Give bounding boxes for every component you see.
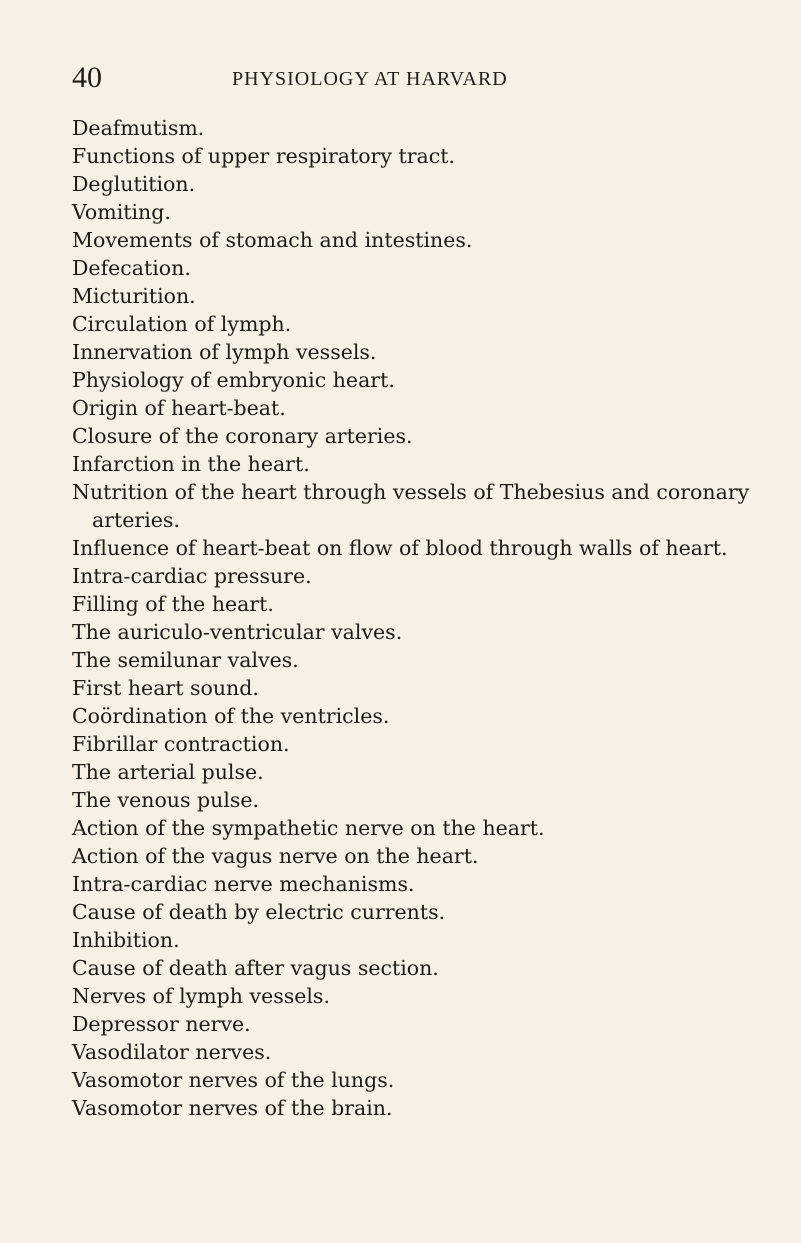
list-item: Origin of heart-beat.	[72, 396, 286, 420]
list-item: Deglutition.	[72, 172, 196, 196]
list-item: Cause of death by electric currents.	[72, 900, 446, 924]
list-item: Intra-cardiac pressure.	[72, 564, 312, 588]
list-item: Depressor nerve.	[72, 1012, 251, 1036]
list-item: Defecation.	[72, 256, 191, 280]
list-item: Nerves of lymph vessels.	[72, 984, 330, 1008]
list-item: Infarction in the heart.	[72, 452, 310, 476]
list-item: Vomiting.	[72, 200, 171, 224]
list-item: Functions of upper respiratory tract.	[72, 144, 455, 168]
list-item: The venous pulse.	[72, 788, 260, 812]
list-item: Vasodilator nerves.	[72, 1040, 272, 1064]
list-item: Action of the vagus nerve on the heart.	[72, 844, 479, 868]
list-item: Filling of the heart.	[72, 592, 274, 616]
topic-list	[72, 114, 752, 1122]
list-item: Circulation of lymph.	[72, 312, 292, 336]
list-item: The arterial pulse.	[72, 760, 264, 784]
list-item: Action of the sympathetic nerve on the heart.	[72, 816, 545, 840]
list-item: Nutrition of the heart through vessels of Thebesius and coronary arteries.	[72, 480, 750, 532]
list-item: Innervation of lymph vessels.	[72, 340, 377, 364]
page-header	[72, 58, 632, 98]
list-item: Closure of the coronary arteries.	[72, 424, 413, 448]
list-item: First heart sound.	[72, 676, 259, 700]
list-item: Cause of death after vagus section.	[72, 956, 439, 980]
list-item: Vasomotor nerves of the brain.	[72, 1096, 393, 1120]
list-item: Vasomotor nerves of the lungs.	[72, 1068, 395, 1092]
list-item: Intra-cardiac nerve mechanisms.	[72, 872, 415, 896]
list-item: Movements of stomach and intestines.	[72, 228, 473, 252]
list-item: Coördination of the ventricles.	[72, 704, 390, 728]
list-item: The semilunar valves.	[72, 648, 299, 672]
list-item: Micturition.	[72, 284, 196, 308]
running-head: PHYSIOLOGY AT HARVARD	[232, 68, 508, 90]
list-item: Physiology of embryonic heart.	[72, 368, 395, 392]
list-item: The auriculo-ventricular valves.	[72, 620, 403, 644]
list-item: Inhibition.	[72, 928, 180, 952]
list-item: Fibrillar contraction.	[72, 732, 290, 756]
page-number: 40	[72, 61, 102, 94]
list-item: Influence of heart-beat on flow of blood through walls of heart.	[72, 536, 728, 560]
list-item: Deafmutism.	[72, 116, 205, 140]
